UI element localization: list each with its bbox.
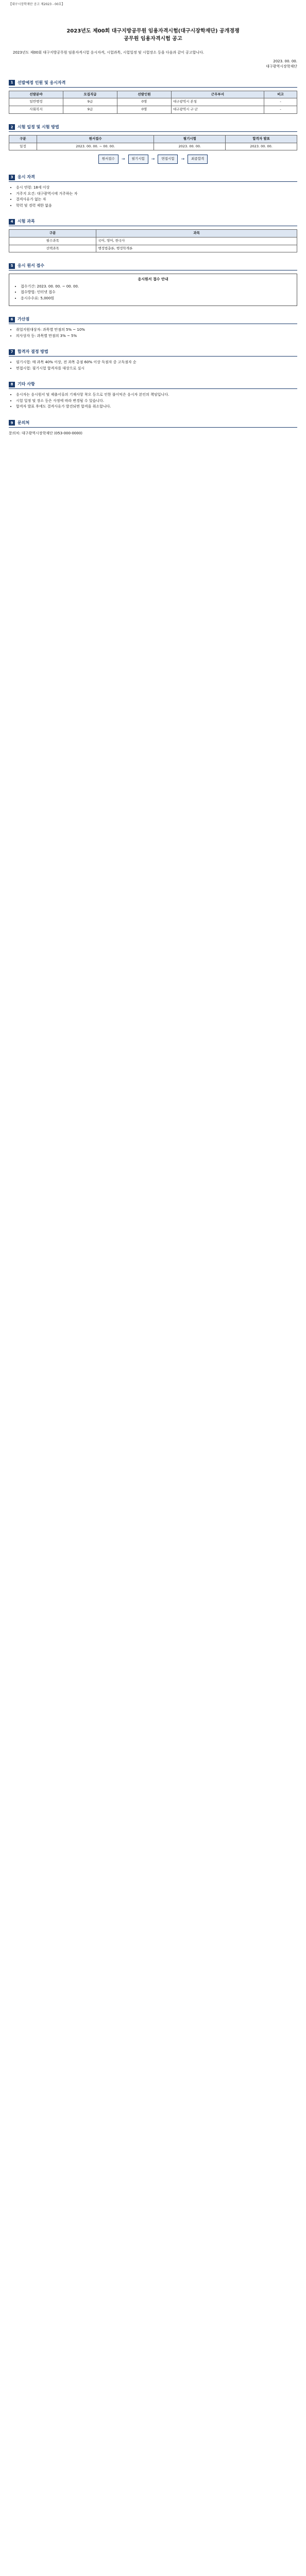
table-cell: 선택과목	[9, 245, 96, 252]
intro-paragraph: 2023년도 제00회 대구지방공무원 임용자격시험 응시자격, 시험과목, 시험일정 및 시험장소 등을 다음과 같이 공고합니다.	[13, 50, 205, 55]
section-title: 응시 자격	[18, 175, 35, 179]
table-cell: 대구광역시 본청	[171, 98, 264, 106]
title-line-1: 2023년도 제00회 대구지방공무원 임용자격시험(대구시장학재단) 공개경쟁	[66, 28, 240, 34]
section-title: 가산점	[18, 317, 30, 322]
table-header: 원서접수	[37, 135, 154, 143]
table-cell: 대구광역시 구·군	[171, 106, 264, 114]
section-title: 응시 원서 접수	[18, 263, 44, 268]
qualification-list	[9, 185, 297, 208]
table-cell: 2023. 00. 00. ~ 00. 00.	[37, 143, 154, 150]
table-cell: 2023. 00. 00.	[154, 143, 226, 150]
section-title: 시험 일정 및 시험 방법	[18, 124, 59, 129]
announcement-number: 【대구시장학재단 공고 제2023 - 00호】	[9, 3, 65, 6]
section-number: 5	[9, 263, 15, 269]
section-6	[9, 316, 297, 338]
box-title: 응시원서 접수 안내	[138, 277, 168, 282]
issuing-organization: 대구광역시장학재단	[266, 64, 297, 69]
section-number: 3	[9, 175, 15, 180]
section-header	[9, 218, 297, 226]
section-7	[9, 349, 297, 371]
table-cell: 일정	[9, 143, 37, 150]
title-line-2: 공무원 임용자격시험 공고	[124, 36, 182, 42]
arrow-right-icon: →	[181, 157, 185, 162]
section-9	[9, 420, 297, 436]
section-header	[9, 316, 297, 324]
list-item: • 접수방법: 인터넷 접수	[21, 290, 293, 295]
table-cell: 일반행정	[9, 98, 63, 106]
section-number: 8	[9, 382, 15, 387]
flow-step: 최종합격	[188, 155, 208, 164]
section-number: 7	[9, 349, 15, 355]
list-item: • 시험 일정 및 장소 등은 사정에 따라 변경될 수 있습니다.	[16, 398, 297, 404]
list-item: • 응시자는 응시원서 및 제출서류의 기재사항 착오 등으로 인한 불이익은 응시자 본인의 책임입니다.	[16, 392, 297, 398]
table-cell: 행정법총론, 행정학개론	[96, 245, 297, 252]
section-header	[9, 349, 297, 357]
list-item: • 거주지 요건: 대구광역시에 거주하는 자	[16, 191, 297, 197]
section-number: 4	[9, 219, 15, 225]
section-8	[9, 381, 297, 410]
table-row	[9, 143, 297, 150]
section-header	[9, 263, 297, 270]
contact-info: 문의처: 대구광역시장학재단 (053-000-0000)	[9, 431, 83, 435]
list-item: • 학력 및 경력 제한 없음	[16, 203, 297, 209]
table-header: 근무부서	[171, 91, 264, 98]
section-1	[9, 80, 297, 114]
document-page	[9, 0, 297, 436]
etc-list	[9, 392, 297, 410]
announcement-date: 2023. 00. 00.	[273, 59, 297, 63]
section-header	[9, 80, 297, 88]
section-header	[9, 174, 297, 182]
section-header	[9, 124, 297, 132]
table-header: 모집직급	[63, 91, 117, 98]
table-cell: 0명	[117, 98, 171, 106]
arrow-right-icon: →	[151, 157, 155, 162]
section-number: 6	[9, 317, 15, 323]
section-5	[9, 263, 297, 306]
table-row	[9, 237, 297, 245]
list-item: • 취업지원대상자: 과목별 만점의 5% ~ 10%	[16, 327, 297, 333]
application-box	[9, 274, 297, 306]
table-cell: -	[264, 98, 297, 106]
table-row	[9, 106, 297, 114]
table-cell: 2023. 00. 00.	[226, 143, 297, 150]
table-cell: 국어, 영어, 한국사	[96, 237, 297, 245]
table-cell: 9급	[63, 98, 117, 106]
list-item: • 응시 연령: 18세 이상	[16, 185, 297, 191]
section-title: 시험 과목	[18, 219, 35, 224]
section-title: 선발예정 인원 및 응시자격	[18, 80, 66, 85]
section-number: 2	[9, 124, 15, 130]
flow-step: 필기시험	[128, 155, 148, 164]
schedule-table	[9, 135, 297, 151]
table-cell: 9급	[63, 106, 117, 114]
document-title	[9, 27, 297, 43]
table-row	[9, 98, 297, 106]
table-header: 선발인원	[117, 91, 171, 98]
table-header: 선발분야	[9, 91, 63, 98]
section-4	[9, 218, 297, 252]
arrow-right-icon: →	[121, 157, 125, 162]
table-header: 합격자 발표	[226, 135, 297, 143]
list-item: • 면접시험: 필기시험 합격자를 대상으로 실시	[16, 366, 297, 371]
subjects-table	[9, 229, 297, 252]
table-header: 과목	[96, 230, 297, 238]
list-item: • 필기시험: 매 과목 40% 이상, 전 과목 총점 60% 이상 득점자 중 고득점자 순	[16, 360, 297, 365]
table-cell: 0명	[117, 106, 171, 114]
section-header	[9, 420, 297, 428]
section-3	[9, 174, 297, 208]
table-header: 필기시험	[154, 135, 226, 143]
section-number: 9	[9, 420, 15, 426]
section-number: 1	[9, 80, 15, 86]
list-item: • 의사상자 등: 과목별 만점의 3% ~ 5%	[16, 333, 297, 339]
section-header	[9, 381, 297, 389]
recruitment-table	[9, 91, 297, 114]
table-cell: 사회복지	[9, 106, 63, 114]
list-item: • 응시수수료: 5,000원	[21, 296, 293, 301]
section-title: 합격자 결정 방법	[18, 349, 48, 354]
table-header: 비고	[264, 91, 297, 98]
table-cell: 필수과목	[9, 237, 96, 245]
table-header: 구분	[9, 135, 37, 143]
section-title: 기타 사항	[18, 382, 35, 387]
table-header: 구분	[9, 230, 96, 238]
list-item: • 결격사유가 없는 자	[16, 197, 297, 202]
flow-step: 원서접수	[98, 155, 118, 164]
pass-criteria-list	[9, 360, 297, 371]
list-item: • 합격자 발표 후에도 결격사유가 발견되면 합격을 취소합니다.	[16, 404, 297, 410]
process-flow	[9, 155, 297, 164]
application-list	[13, 284, 293, 301]
flow-step: 면접시험	[158, 155, 178, 164]
section-title: 문의처	[18, 420, 30, 425]
table-row	[9, 245, 297, 252]
section-2	[9, 124, 297, 164]
list-item: • 접수기간: 2023. 00. 00. ~ 00. 00.	[21, 284, 293, 290]
table-cell: -	[264, 106, 297, 114]
bonus-list	[9, 327, 297, 338]
